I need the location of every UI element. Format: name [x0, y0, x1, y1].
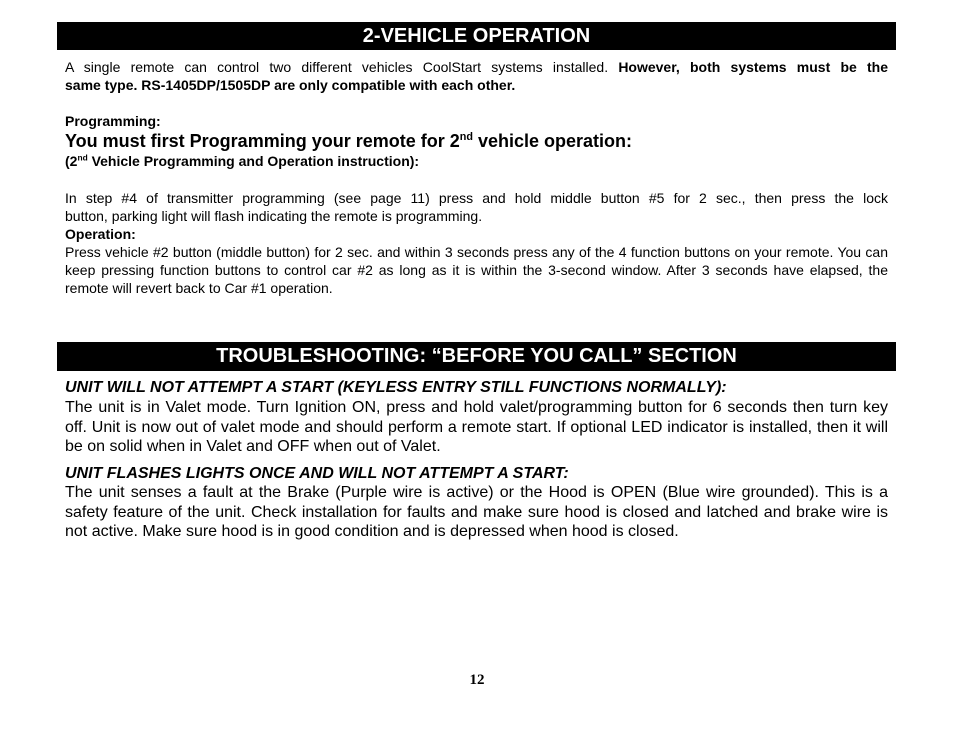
section-title: 2-VEHICLE OPERATION: [362, 25, 591, 47]
section-heading-2-vehicle-operation: [57, 22, 896, 50]
intro-text: A single remote can control two different vehicles CoolStart systems installed.: [65, 59, 619, 75]
operation-label: Operation:: [65, 226, 136, 242]
prog-head-after: vehicle operation:: [472, 131, 632, 151]
programming-subheading: [65, 152, 888, 170]
trouble-item2-text: The unit senses a fault at the Brake (Purple wire is active) or the Hood is OPEN (Blue wire grounded). This is a safety feature of the unit. Check installation for faults and make sure hood is closed and latched and brake wire is not active. Make sure hood is in good condition and is depressed when hood is closed.: [65, 484, 888, 540]
prog-sub-before: (2: [65, 153, 78, 169]
programming-heading: [65, 130, 888, 152]
step-line2: button, parking light will flash indicating the remote is programming.: [65, 208, 483, 224]
intro-bold-line1: However, both systems must be the: [618, 59, 888, 75]
prog-sub-sup: nd: [77, 152, 88, 163]
prog-sub-after: Vehicle Programming and Operation instruction):: [87, 153, 420, 169]
prog-head-sup: nd: [459, 131, 473, 143]
intro-paragraph: [65, 58, 888, 94]
trouble-item2-heading: UNIT FLASHES LIGHTS ONCE AND WILL NOT ATTEMPT A START:: [65, 465, 569, 482]
section-title: TROUBLESHOOTING: “BEFORE YOU CALL” SECTION: [216, 345, 737, 367]
trouble-item1-heading: UNIT WILL NOT ATTEMPT A START (KEYLESS ENTRY STILL FUNCTIONS NORMALLY):: [65, 379, 727, 396]
trouble-item1-text: The unit is in Valet mode. Turn Ignition ON, press and hold valet/programming button for 6 seconds then turn key off. Unit is now out of valet mode and should perform a remote start. If optional LED indicator is installed, then it will be on solid when in Valet and OFF when out of Valet.: [65, 399, 888, 455]
step-paragraph: [65, 189, 888, 225]
intro-bold-line2: same type. RS-1405DP/1505DP are only compatible with each other.: [65, 77, 516, 93]
programming-label: Programming:: [65, 113, 161, 129]
operation-paragraph: Press vehicle #2 button (middle button) for 2 sec. and within 3 seconds press any of the 4 function buttons on your remote. You can keep pressing function buttons to control car #2 as long as it is within the 3-second window. After 3 seconds have elapsed, the remote will revert back to Car #1 operation.: [65, 244, 888, 296]
step-line1: In step #4 of transmitter programming (see page 11) press and hold middle button #5 for 2 sec., then press the lock: [65, 190, 888, 206]
section-heading-troubleshooting: [57, 342, 896, 371]
prog-head-before: You must first Programming your remote for 2: [65, 131, 460, 151]
page-number: 12: [469, 672, 485, 688]
